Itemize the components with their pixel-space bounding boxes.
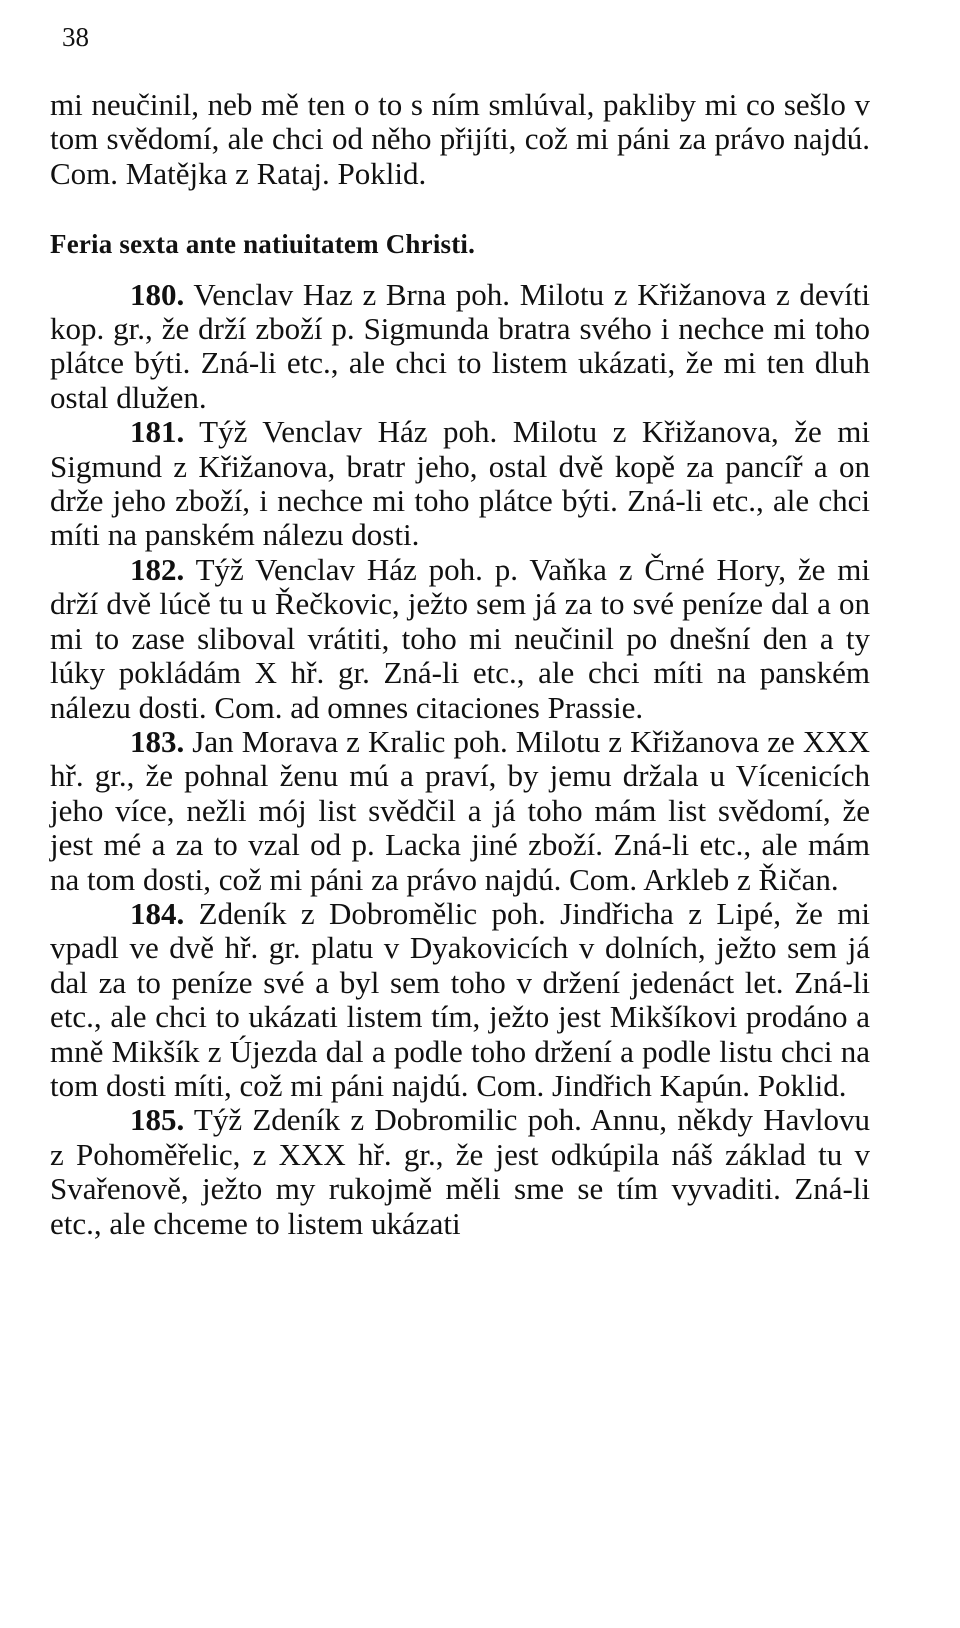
entry-number: 183. [130, 723, 185, 759]
entry-184 [50, 897, 870, 1103]
entry-180 [50, 278, 870, 416]
entry-text: Venclav Haz z Brna poh. Milotu z Křižanova z devíti kop. gr., že drží zboží p. Sigmunda bratra svého i nechce mi toho plátce býti. Zná-li etc., ale chci to listem ukázati, že mi ten dluh ostal dlužen. [50, 276, 870, 415]
entry-182 [50, 553, 870, 725]
entry-number: 184. [130, 895, 185, 931]
entry-183 [50, 725, 870, 897]
entry-text: Jan Morava z Kralic poh. Milotu z Křižanova ze XXX hř. gr., že pohnal ženu mú a praví, by jemu držala u Vícenicích jeho více, nežli mój list svědčil a já toho mám list svědomí, že jest mé a za to vzal od p. Lacka jiné zboží. Zná-li etc., ale mám na tom dosti, což mi páni za právo najdú. Com. Arkleb z Řičan. [50, 723, 870, 897]
entry-number: 181. [130, 414, 185, 450]
entry-number: 180. [130, 276, 185, 312]
entry-text: Týž Venclav Ház poh. p. Vaňka z Črné Hory, že mi drží dvě lúcě tu u Řečkovic, ježto sem já za to své peníze dal a on mi to zase sliboval vrátiti, toho mi neučinil po dnešní den a ty lúky pokládám X hř. gr. Zná-li etc., ale chci míti na panském nálezu dosti. Com. ad omnes citaciones Prassie. [50, 551, 870, 725]
entry-text: Zdeník z Dobromělic poh. Jindřicha z Lipé, že mi vpadl ve dvě hř. gr. platu v Dyakovicích v dolních, ježto sem já dal za to peníze své a byl sem toho v držení jedenáct let. Zná-li etc., ale chci to ukázati listem tím, ježto jest Mikšíkovi prodáno a mně Mikšík z Újezda dal a podle toho držení a podle listu chci na tom dosti míti, což mi páni najdú. Com. Jindřich Kapún. Poklid. [50, 895, 870, 1103]
entry-text: Týž Zdeník z Dobromilic poh. Annu, někdy Havlovu z Pohoměřelic, z XXX hř. gr., že jest odkúpila náš základ tu v Svařenově, ježto my rukojmě měli sme se tím vyvaditi. Zná-li etc., ale chceme to listem ukázati [50, 1102, 870, 1241]
entry-185 [50, 1103, 870, 1241]
section-heading: Feria sexta ante natiuitatem Christi. [50, 229, 476, 260]
entry-text: Týž Venclav Ház poh. Milotu z Křižanova, že mi Sigmund z Křižanova, bratr jeho, ostal dvě kopě za pancíř a on drže jeho zboží, i nechce mi toho plátce býti. Zná-li etc., ale chci míti na panském nálezu dosti. [50, 414, 870, 553]
intro-paragraph: mi neučinil, neb mě ten o to s ním smlúval, pakliby mi co sešlo v tom svědomí, ale chci od něho přijíti, což mi páni za právo najdú. Com. Matějka z Rataj. Poklid. [50, 87, 870, 191]
entry-181 [50, 415, 870, 553]
entry-number: 185. [130, 1102, 185, 1138]
entry-number: 182. [130, 551, 185, 587]
page-body [50, 88, 870, 1241]
page-number: 38 [62, 22, 89, 52]
